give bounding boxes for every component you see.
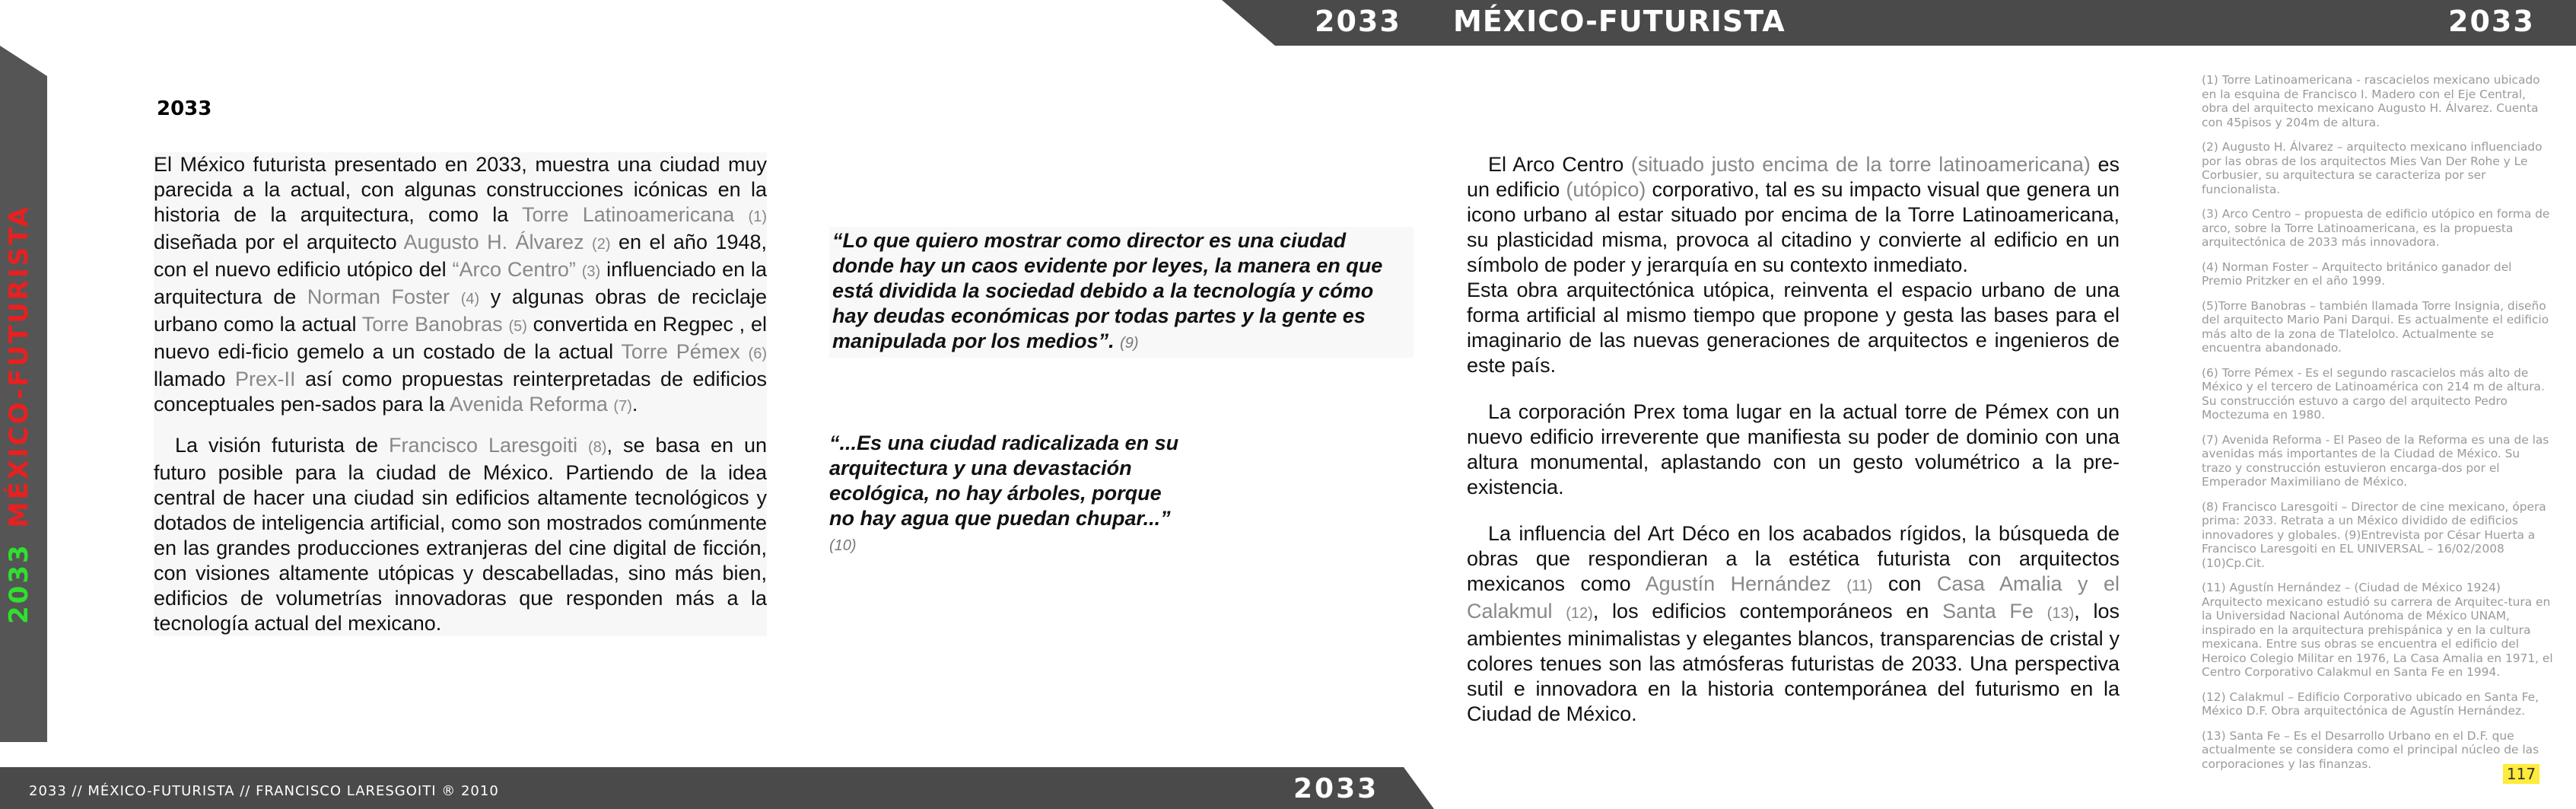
left-column-text: [154, 152, 767, 636]
ref-augusto-alvarez: Augusto H. Álvarez: [403, 231, 584, 253]
footnotes-column: [2202, 73, 2553, 782]
footnote: (6) Torre Pémex - Es el segundo rascacielos más alto de México y el tercero de Latinoamérica con 214 m de altura. Su construcción estuvo a cargo del arquitecto Pedro Moctezuma en 1980.: [2202, 365, 2545, 422]
side-year: 2033: [4, 543, 34, 624]
header-bar: [1222, 0, 2576, 46]
ref-norman-foster: Norman Foster: [307, 285, 450, 308]
ref-torre-banobras: Torre Banobras: [361, 313, 503, 336]
ref-francisco-laresgoiti: Francisco Laresgoiti: [389, 434, 578, 457]
right-paragraph-1b: Esta obra arquitectónica utópica, reinventa el espacio urbano de una forma artificial al mismo tiempo que propone y gesta las bases para el imaginario de las nuevas generaciones de arquitectos e ingenieros de este país.: [1467, 279, 2120, 377]
header-year: 2033: [1315, 5, 1401, 38]
left-paragraph-1: El México futurista presentado en 2033, muestra una ciudad muy parecida a la actual, con algunas construcciones icónicas en la historia de la arquitectura, como la Torre Latinoamericana (1) diseñada por el arquitecto Augusto H. Álvarez (2) en el año 1948, con el nuevo edificio utópico del “Arco Centro” (3) influenciado en la arquitectura de Norman Foster (4) y algunas obras de reciclaje urbano como la actual Torre Banobras (5) convertida en Regpec , el nuevo edi-ficio gemelo a un costado de la actual Torre Pémex (6) llamado Prex-II así como propuestas reinterpretadas de edificios conceptuales pen-sados para la Avenida Reforma (7).: [154, 153, 768, 416]
side-name: MÉXICO-FUTURISTA: [4, 205, 34, 528]
quote-director: “Lo que quiero mostrar como director es una ciudad donde hay un caos evidente por leyes, la manera en que está dividida la sociedad debido a la tecnología y cómo hay deudas económicas por todas partes y la gente es manipulada por los medios”. (9): [829, 227, 1414, 358]
section-year-heading: 2033: [157, 97, 212, 120]
footnote: (2) Augusto H. Álvarez – arquitecto mexicano influenciado por las obras de los arquitectos Mies Van Der Rohe y Le Corbusier, su arquitectura se caracteriza por ser funcionalista.: [2202, 140, 2543, 196]
right-paragraph-2: La corporación Prex toma lugar en la actual torre de Pémex con un nuevo edificio irreverente que manifiesta su poder de dominio con una altura monumental, aplastando con un gesto volumétrico a la pre-existencia.: [1467, 400, 2120, 498]
footnote: (1) Torre Latinoamericana - rascacielos mexicano ubicado en la esquina de Francisco I. Madero con el Eje Central, obra del arquitecto mexicano Augusto H. Álvarez. Cuenta con 45pisos y 204m de altura.: [2202, 73, 2540, 129]
header-title: MÉXICO-FUTURISTA: [1453, 5, 1786, 38]
footnote: (13) Santa Fe – Es el Desarrollo Urbano en el D.F. que actualmente se considera como el principal núcleo de las corporaciones y las finanzas.: [2202, 728, 2539, 771]
footnote: (12) Calakmul – Edificio Corporativo ubicado en Santa Fe, México D.F. Obra arquitectónica de Agustín Hernández.: [2202, 690, 2539, 718]
quote-director-ref: (9): [1120, 335, 1139, 352]
footnote: (7) Avenida Reforma - El Paseo de la Reforma es una de las avenidas más importantes de la Ciudad de México. Su trazo y construcción estuvieron encarga-dos por el Emperador Maximiliano de México.: [2202, 432, 2549, 489]
ref-arco-centro: “Arco Centro”: [452, 258, 576, 281]
ref-torre-latinoamericana: Torre Latinoamericana: [521, 203, 735, 226]
right-paragraph-1: El Arco Centro (situado justo encima de la torre latinoamericana) es un edificio (utópico) corporativo, tal es su impacto visual que genera un icono urbano al estar situado por encima de la Torre Latinoamericana, su plasticidad misma, provoca al citadino y convierte al edificio en un símbolo de poder y jerarquía en su contexto inmediato.: [1467, 153, 2120, 276]
ref-torre-pemex: Torre Pémex: [621, 340, 740, 363]
ref-prex-ii: Prex-II: [235, 368, 296, 390]
page-number: 117: [2503, 764, 2539, 784]
footnote: (8) Francisco Laresgoiti – Director de cine mexicano, ópera prima: 2033. Retrata a un México dividido de edificios innovadores y globales. (9)Entrevista por César Huerta a Francisco Laresgoiti en EL UNIVERSAL – 16/02/2008 (10)Cp.Cit.: [2202, 499, 2546, 570]
right-paragraph-3: La influencia del Art Déco en los acabados rígidos, la búsqueda de obras que respondieran a la estética futurista con arquitectos mexicanos como Agustín Hernández (11) con Casa Amalia y el Calakmul (12), los edificios contemporáneos en Santa Fe (13), los ambientes minimalistas y elegantes blancos, transparencias de cristal y colores tenues son las atmósferas futuristas de 2033. Una perspectiva sutil e innovadora en la historia contemporánea del futurismo en la Ciudad de México.: [1467, 522, 2120, 725]
footnote: (11) Agustín Hernández – (Ciudad de México 1924) Arquitecto mexicano estudió su carrera de Arquitec-tura en la Universidad Nacional Autónoma de México UNAM, inspirado en la arquitectura prehispánica y en la cultura mexicana. Entre sus obras se encuentra el edificio del Heroico Colegio Militar en 1976, La Casa Amalia en 1971, el Centro Corporativo Calakmul en Santa Fe en 1994.: [2202, 581, 2553, 679]
side-title: [4, 205, 34, 624]
quote-city-ref: (10): [829, 537, 857, 554]
footnote: (5)Torre Banobras – también llamada Torre Insignia, diseño del arquitecto Mario Pani Darqui. Es actualmente el edificio más alto de la zona de Tlatelolco. Actualmente se encuentra abandonado.: [2202, 298, 2549, 355]
right-column-text: [1467, 152, 2120, 727]
footnote: (3) Arco Centro – propuesta de edificio utópico en forma de arco, sobre la Torre Latinoamericana, es la propuesta arquitectónica de 2033 más innovadora.: [2202, 207, 2550, 249]
left-paragraph-2: La visión futurista de Francisco Laresgoiti (8), se basa en un futuro posible para la ciudad de México. Partiendo de la idea central de hacer una ciudad sin edificios altamente tecnológicos y dotados de inteligencia artificial, como son mostrados comúnmente en las grandes producciones extranjeras del cine digital de ficción, con visiones altamente utópicas y descabelladas, sino más bien, edificios de volumetrías innovadoras que responden más a la tecnología actual del mexicano.: [154, 434, 767, 635]
header-year-right: 2033: [2448, 5, 2535, 38]
footnote: (4) Norman Foster – Arquitecto británico ganador del Premio Pritzker en el año 1999.: [2202, 260, 2512, 288]
footer-year: 2033: [1293, 773, 1379, 804]
footer-credits: 2033 // MÉXICO-FUTURISTA // FRANCISCO LARESGOITI ® 2010: [29, 783, 499, 799]
ref-avenida-reforma: Avenida Reforma: [449, 393, 608, 416]
quote-city: “...Es una ciudad radicalizada en su arquitectura y una devastación ecológica, no hay árboles, porque no hay agua que puedan chupar...” (10): [829, 432, 1179, 554]
